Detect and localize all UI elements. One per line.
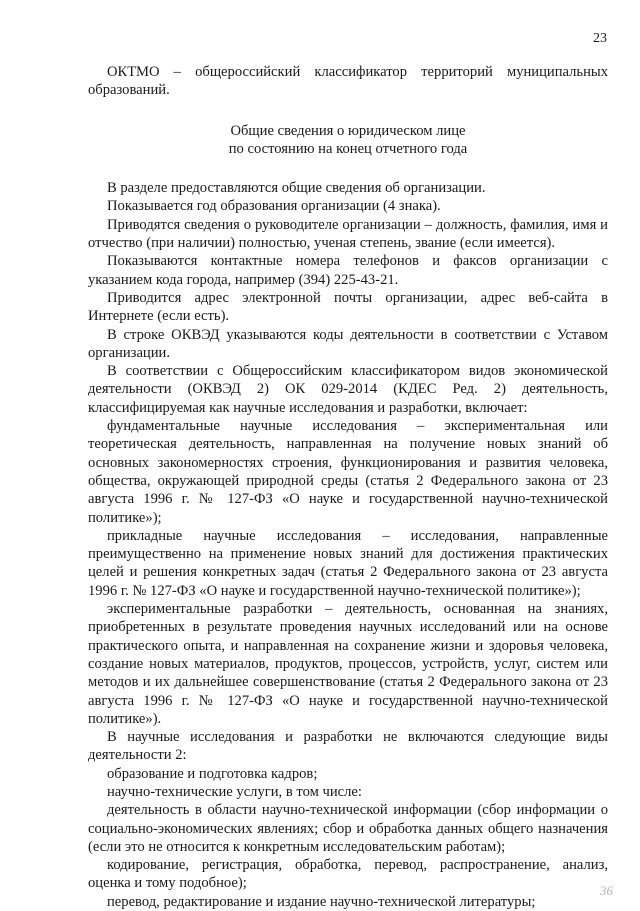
list-item-coding-registration: кодирование, регистрация, обработка, перевод, распространение, анализ, оценка и тому подобное); [88, 857, 608, 892]
section-heading-line-2: по состоянию на конец отчетного года [228, 140, 468, 157]
list-item-scientific-information: деятельность в области научно-технической информации (сбор информации о социально-экономических явлениях; сбор и обработка данных общего назначения (если это не относится к конкретным исследовательским работам); [88, 802, 608, 855]
paragraph-head-of-organization: Приводятся сведения о руководителе организации – должность, фамилия, имя и отчество (при наличии) полностью, ученая степень, звание (если имеется). [88, 216, 608, 252]
list-item-translation-editing: перевод, редактирование и издание научно-технической литературы; [107, 893, 536, 910]
page-number: 23 [593, 31, 607, 46]
document-body [88, 63, 608, 911]
paragraph-email-website: Приводится адрес электронной почты организации, адрес веб-сайта в Интернете (если есть). [88, 289, 608, 325]
corner-sheet-number: 36 [600, 883, 613, 898]
paragraph-okved-classification: В соответствии с Общероссийским классификатором видов экономической деятельности (ОКВЭД 2) ОК 029-2014 (КДЕС Ред. 2) деятельность, классифицируемая как научные исследования и разработки, включает: [88, 363, 608, 416]
paragraph-excluded-activities: В научные исследования и разработки не включаются следующие виды деятельности 2: [88, 729, 608, 764]
paragraph-okved-codes: В строке ОКВЭД указываются коды деятельности в соответствии с Уставом организации. [88, 326, 608, 361]
list-item-education: образование и подготовка кадров; [107, 765, 318, 782]
intro-paragraph: ОКТМО – общероссийский классификатор территорий муниципальных образований. [88, 64, 608, 99]
paragraph-contact-phones: Показываются контактные номера телефонов и факсов организации с указанием кода города, например (394) 225-43-21. [88, 253, 608, 288]
paragraph-general-info: В разделе предоставляются общие сведения об организации. [107, 180, 486, 197]
paragraph-fundamental-research: фундаментальные научные исследования – экспериментальная или теоретическая деятельность, направленная на получение новых знаний об основных закономерностях строения, функционирования и развития человека, общества, окружающей природной среды (статья 2 Федерального закона от 23 августа 1996 г. № 127-ФЗ «О науке и государственной научно-технической политике»); [88, 418, 608, 526]
section-heading-line-1: Общие сведения о юридическом лице [230, 122, 466, 139]
paragraph-applied-research: прикладные научные исследования – исследования, направленные преимущественно на применение новых знаний для достижения практических целей и решения конкретных задач (статья 2 Федерального закона от 23 августа 1996 г. № 127-ФЗ «О науке и государственной научно-технической политике»); [88, 527, 608, 599]
paragraph-founding-year: Показывается год образования организации (4 знака). [107, 198, 441, 215]
paragraph-experimental-development: экспериментальные разработки – деятельность, основанная на знаниях, приобретенных в результате проведения научных исследований или на основе практического опыта, и направленная на сохранение жизни и здоровья человека, создание новых материалов, продуктов, процессов, устройств, услуг, систем или методов и их дальнейшее совершенствование (статья 2 Федерального закона от 23 августа 1996 г. № 127-ФЗ «О науке и государственной научно-технической политике»). [88, 601, 608, 727]
list-item-scientific-services: научно-технические услуги, в том числе: [107, 783, 362, 800]
section-heading [88, 122, 608, 159]
